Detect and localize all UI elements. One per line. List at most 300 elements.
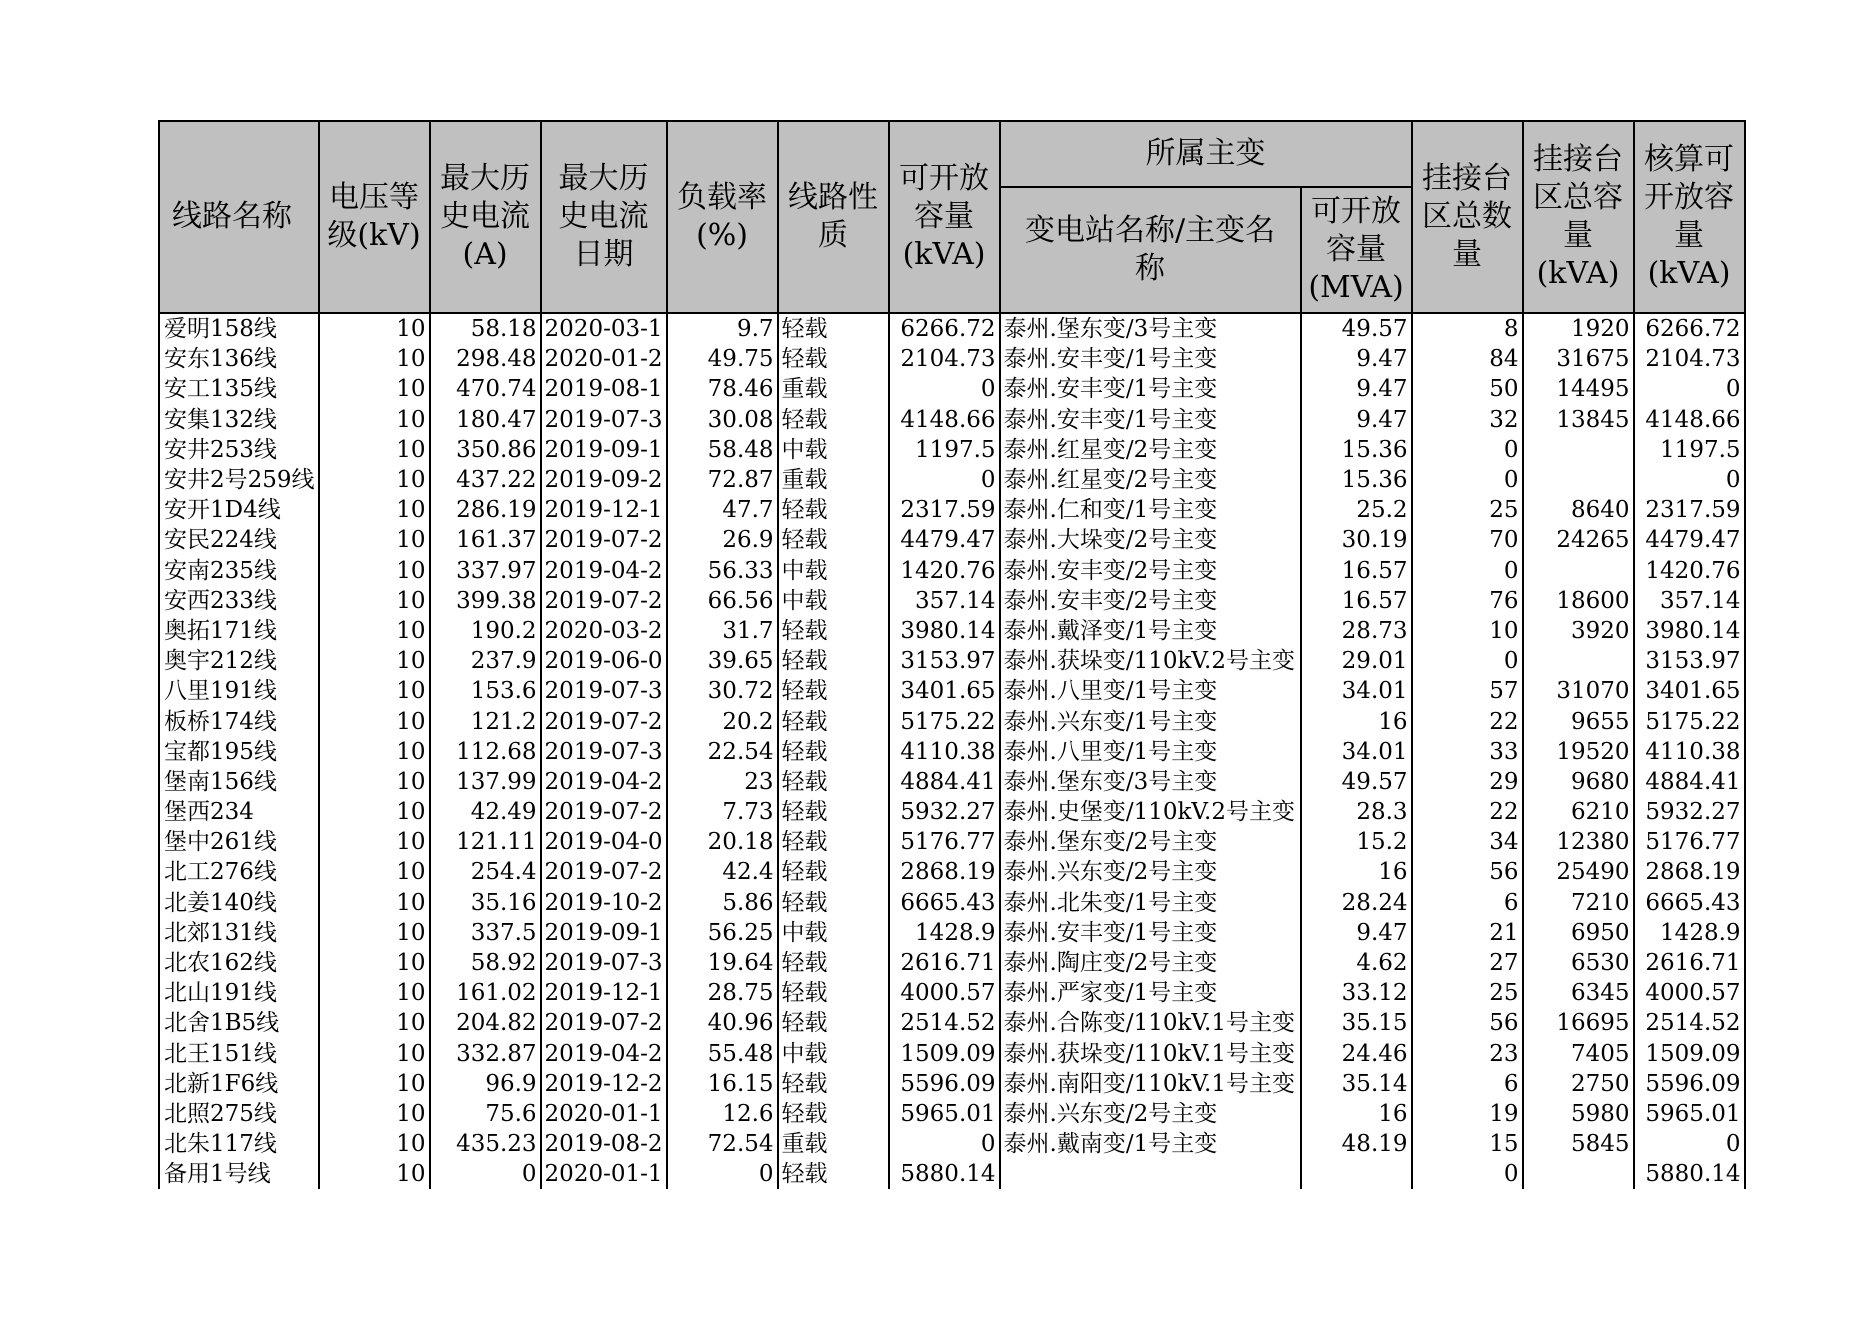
cell-voltage: 10 [319, 676, 430, 706]
cell-transformer-capacity: 35.15 [1301, 1008, 1412, 1038]
table-row [159, 1099, 1745, 1129]
cell-checked-capacity: 357.14 [1634, 586, 1745, 616]
cell-transformer-capacity: 35.14 [1301, 1069, 1412, 1099]
cell-substation-name: 泰州.获垛变/110kV.1号主变 [1000, 1039, 1301, 1069]
cell-district-count: 76 [1412, 586, 1523, 616]
cell-line-name: 安井2号259线 [159, 465, 319, 495]
cell-transformer-capacity: 49.57 [1301, 767, 1412, 797]
cell-district-count: 0 [1412, 435, 1523, 465]
cell-district-capacity: 7405 [1523, 1039, 1634, 1069]
cell-district-count: 0 [1412, 556, 1523, 586]
cell-max-current: 254.4 [430, 857, 541, 887]
table-row [159, 646, 1745, 676]
cell-transformer-capacity: 16 [1301, 857, 1412, 887]
cell-max-current: 286.19 [430, 495, 541, 525]
cell-transformer-capacity: 15.36 [1301, 435, 1412, 465]
cell-voltage: 10 [319, 313, 430, 344]
cell-district-count: 6 [1412, 888, 1523, 918]
table-row [159, 857, 1745, 887]
cell-district-capacity: 14495 [1523, 374, 1634, 404]
cell-district-count: 10 [1412, 616, 1523, 646]
cell-district-capacity: 6530 [1523, 948, 1634, 978]
cell-substation-name: 泰州.八里变/1号主变 [1000, 676, 1301, 706]
cell-substation-name: 泰州.安丰变/1号主变 [1000, 405, 1301, 435]
cell-max-current-date: 2020-03-1 [541, 313, 667, 344]
cell-line-nature: 轻载 [778, 495, 889, 525]
table-row [159, 1008, 1745, 1038]
table-row [159, 616, 1745, 646]
cell-open-capacity: 1197.5 [889, 435, 1000, 465]
cell-open-capacity: 3153.97 [889, 646, 1000, 676]
cell-line-nature: 中载 [778, 586, 889, 616]
cell-open-capacity: 4148.66 [889, 405, 1000, 435]
cell-open-capacity: 2317.59 [889, 495, 1000, 525]
cell-voltage: 10 [319, 918, 430, 948]
cell-load-rate: 19.64 [667, 948, 778, 978]
cell-max-current-date: 2019-08-2 [541, 1129, 667, 1159]
cell-checked-capacity: 2868.19 [1634, 857, 1745, 887]
cell-transformer-capacity: 25.2 [1301, 495, 1412, 525]
cell-district-capacity: 8640 [1523, 495, 1634, 525]
cell-transformer-capacity: 16.57 [1301, 556, 1412, 586]
cell-line-name: 安南235线 [159, 556, 319, 586]
cell-district-capacity: 13845 [1523, 405, 1634, 435]
cell-line-nature: 中载 [778, 556, 889, 586]
cell-transformer-capacity: 9.47 [1301, 918, 1412, 948]
cell-substation-name: 泰州.安丰变/1号主变 [1000, 918, 1301, 948]
cell-voltage: 10 [319, 978, 430, 1008]
cell-checked-capacity: 5175.22 [1634, 706, 1745, 736]
cell-load-rate: 55.48 [667, 1039, 778, 1069]
cell-line-name: 北王151线 [159, 1039, 319, 1069]
cell-district-capacity: 9680 [1523, 767, 1634, 797]
table-row [159, 978, 1745, 1008]
cell-line-nature: 轻载 [778, 1159, 889, 1189]
cell-checked-capacity: 4000.57 [1634, 978, 1745, 1008]
cell-open-capacity: 5965.01 [889, 1099, 1000, 1129]
cell-open-capacity: 2868.19 [889, 857, 1000, 887]
table-row [159, 827, 1745, 857]
cell-load-rate: 66.56 [667, 586, 778, 616]
cell-open-capacity: 5175.22 [889, 706, 1000, 736]
header-district-capacity: 挂接台 区总容 量 (kVA) [1523, 121, 1634, 313]
cell-max-current: 153.6 [430, 676, 541, 706]
cell-max-current: 75.6 [430, 1099, 541, 1129]
cell-voltage: 10 [319, 465, 430, 495]
cell-max-current-date: 2019-08-1 [541, 374, 667, 404]
table-row [159, 948, 1745, 978]
cell-open-capacity: 6266.72 [889, 313, 1000, 344]
cell-max-current-date: 2019-04-0 [541, 827, 667, 857]
table-header [159, 121, 1745, 313]
cell-line-nature: 中载 [778, 918, 889, 948]
cell-transformer-capacity: 4.62 [1301, 948, 1412, 978]
cell-district-count: 6 [1412, 1069, 1523, 1099]
cell-load-rate: 31.7 [667, 616, 778, 646]
cell-district-capacity [1523, 646, 1634, 676]
cell-substation-name: 泰州.戴泽变/1号主变 [1000, 616, 1301, 646]
cell-substation-name: 泰州.堡东变/3号主变 [1000, 767, 1301, 797]
cell-open-capacity: 5176.77 [889, 827, 1000, 857]
cell-open-capacity: 4479.47 [889, 525, 1000, 555]
cell-load-rate: 42.4 [667, 857, 778, 887]
table-row [159, 767, 1745, 797]
cell-open-capacity: 4110.38 [889, 737, 1000, 767]
cell-district-count: 15 [1412, 1129, 1523, 1159]
cell-district-count: 50 [1412, 374, 1523, 404]
cell-district-count: 29 [1412, 767, 1523, 797]
cell-open-capacity: 1420.76 [889, 556, 1000, 586]
cell-line-nature: 轻载 [778, 313, 889, 344]
cell-substation-name: 泰州.严家变/1号主变 [1000, 978, 1301, 1008]
cell-checked-capacity: 2104.73 [1634, 344, 1745, 374]
cell-max-current: 180.47 [430, 405, 541, 435]
cell-max-current-date: 2019-06-0 [541, 646, 667, 676]
cell-district-count: 0 [1412, 646, 1523, 676]
cell-max-current-date: 2019-07-3 [541, 676, 667, 706]
table-row [159, 1159, 1745, 1189]
cell-district-count: 56 [1412, 1008, 1523, 1038]
cell-open-capacity: 0 [889, 1129, 1000, 1159]
cell-max-current-date: 2019-10-2 [541, 888, 667, 918]
cell-transformer-capacity: 49.57 [1301, 313, 1412, 344]
cell-substation-name: 泰州.北朱变/1号主变 [1000, 888, 1301, 918]
cell-line-name: 宝都195线 [159, 737, 319, 767]
cell-load-rate: 26.9 [667, 525, 778, 555]
cell-max-current: 121.2 [430, 706, 541, 736]
cell-district-count: 23 [1412, 1039, 1523, 1069]
header-voltage: 电压等 级(kV) [319, 121, 430, 313]
cell-district-count: 57 [1412, 676, 1523, 706]
cell-max-current-date: 2019-07-2 [541, 857, 667, 887]
cell-line-name: 北姜140线 [159, 888, 319, 918]
cell-open-capacity: 4000.57 [889, 978, 1000, 1008]
cell-open-capacity: 2616.71 [889, 948, 1000, 978]
cell-checked-capacity: 6665.43 [1634, 888, 1745, 918]
cell-line-name: 堡西234 [159, 797, 319, 827]
cell-substation-name: 泰州.堡东变/3号主变 [1000, 313, 1301, 344]
cell-line-nature: 轻载 [778, 857, 889, 887]
cell-line-nature: 轻载 [778, 827, 889, 857]
cell-checked-capacity: 3401.65 [1634, 676, 1745, 706]
cell-checked-capacity: 4148.66 [1634, 405, 1745, 435]
cell-line-name: 板桥174线 [159, 706, 319, 736]
cell-load-rate: 22.54 [667, 737, 778, 767]
cell-transformer-capacity: 29.01 [1301, 646, 1412, 676]
cell-transformer-capacity: 28.3 [1301, 797, 1412, 827]
cell-line-name: 奥拓171线 [159, 616, 319, 646]
cell-district-count: 27 [1412, 948, 1523, 978]
table-row [159, 374, 1745, 404]
cell-line-name: 北郊131线 [159, 918, 319, 948]
cell-load-rate: 23 [667, 767, 778, 797]
cell-max-current: 58.18 [430, 313, 541, 344]
cell-district-count: 33 [1412, 737, 1523, 767]
cell-district-capacity: 6210 [1523, 797, 1634, 827]
cell-transformer-capacity: 30.19 [1301, 525, 1412, 555]
cell-max-current-date: 2019-07-3 [541, 405, 667, 435]
cell-line-nature: 轻载 [778, 737, 889, 767]
cell-checked-capacity: 4479.47 [1634, 525, 1745, 555]
cell-load-rate: 12.6 [667, 1099, 778, 1129]
cell-max-current: 332.87 [430, 1039, 541, 1069]
cell-line-name: 北朱117线 [159, 1129, 319, 1159]
cell-substation-name: 泰州.兴东变/2号主变 [1000, 857, 1301, 887]
cell-load-rate: 72.87 [667, 465, 778, 495]
cell-substation-name: 泰州.获垛变/110kV.2号主变 [1000, 646, 1301, 676]
cell-checked-capacity: 5965.01 [1634, 1099, 1745, 1129]
cell-open-capacity: 5932.27 [889, 797, 1000, 827]
cell-transformer-capacity: 9.47 [1301, 405, 1412, 435]
cell-substation-name: 泰州.合陈变/110kV.1号主变 [1000, 1008, 1301, 1038]
cell-substation-name: 泰州.堡东变/2号主变 [1000, 827, 1301, 857]
cell-district-capacity: 6950 [1523, 918, 1634, 948]
cell-line-name: 北工276线 [159, 857, 319, 887]
cell-transformer-capacity: 34.01 [1301, 676, 1412, 706]
cell-max-current: 35.16 [430, 888, 541, 918]
cell-max-current: 298.48 [430, 344, 541, 374]
cell-line-nature: 中载 [778, 1039, 889, 1069]
cell-line-name: 安西233线 [159, 586, 319, 616]
cell-max-current: 112.68 [430, 737, 541, 767]
cell-district-count: 56 [1412, 857, 1523, 887]
cell-district-capacity: 5980 [1523, 1099, 1634, 1129]
header-load-rate: 负载率 (%) [667, 121, 778, 313]
cell-district-capacity [1523, 465, 1634, 495]
cell-line-nature: 轻载 [778, 948, 889, 978]
cell-max-current: 237.9 [430, 646, 541, 676]
cell-checked-capacity: 5880.14 [1634, 1159, 1745, 1189]
table-row [159, 797, 1745, 827]
cell-max-current: 350.86 [430, 435, 541, 465]
cell-max-current-date: 2019-07-2 [541, 525, 667, 555]
cell-district-count: 22 [1412, 706, 1523, 736]
cell-max-current: 58.92 [430, 948, 541, 978]
cell-max-current: 96.9 [430, 1069, 541, 1099]
cell-substation-name [1000, 1159, 1301, 1189]
cell-voltage: 10 [319, 525, 430, 555]
cell-district-count: 70 [1412, 525, 1523, 555]
table-row [159, 737, 1745, 767]
cell-transformer-capacity [1301, 1159, 1412, 1189]
cell-checked-capacity: 5176.77 [1634, 827, 1745, 857]
cell-load-rate: 28.75 [667, 978, 778, 1008]
cell-line-name: 备用1号线 [159, 1159, 319, 1189]
cell-line-nature: 轻载 [778, 676, 889, 706]
cell-district-count: 34 [1412, 827, 1523, 857]
cell-substation-name: 泰州.安丰变/1号主变 [1000, 374, 1301, 404]
cell-open-capacity: 0 [889, 465, 1000, 495]
cell-max-current-date: 2019-04-2 [541, 767, 667, 797]
cell-voltage: 10 [319, 1069, 430, 1099]
cell-line-nature: 轻载 [778, 616, 889, 646]
cell-substation-name: 泰州.仁和变/1号主变 [1000, 495, 1301, 525]
cell-open-capacity: 3980.14 [889, 616, 1000, 646]
cell-transformer-capacity: 16.57 [1301, 586, 1412, 616]
cell-line-name: 北农162线 [159, 948, 319, 978]
cell-line-nature: 重载 [778, 374, 889, 404]
cell-substation-name: 泰州.史堡变/110kV.2号主变 [1000, 797, 1301, 827]
cell-line-nature: 轻载 [778, 706, 889, 736]
cell-max-current: 437.22 [430, 465, 541, 495]
cell-voltage: 10 [319, 1039, 430, 1069]
cell-district-capacity: 1920 [1523, 313, 1634, 344]
table-row [159, 1129, 1745, 1159]
cell-voltage: 10 [319, 1099, 430, 1129]
cell-max-current-date: 2020-01-1 [541, 1159, 667, 1189]
cell-substation-name: 泰州.安丰变/1号主变 [1000, 344, 1301, 374]
cell-line-name: 安集132线 [159, 405, 319, 435]
table-row [159, 556, 1745, 586]
header-max-current-date: 最大历 史电流 日期 [541, 121, 667, 313]
cell-load-rate: 20.2 [667, 706, 778, 736]
cell-max-current-date: 2020-01-1 [541, 1099, 667, 1129]
cell-substation-name: 泰州.陶庄变/2号主变 [1000, 948, 1301, 978]
cell-load-rate: 7.73 [667, 797, 778, 827]
cell-transformer-capacity: 28.24 [1301, 888, 1412, 918]
cell-voltage: 10 [319, 767, 430, 797]
cell-district-capacity: 31675 [1523, 344, 1634, 374]
cell-district-count: 0 [1412, 465, 1523, 495]
cell-voltage: 10 [319, 646, 430, 676]
cell-open-capacity: 6665.43 [889, 888, 1000, 918]
cell-substation-name: 泰州.兴东变/2号主变 [1000, 1099, 1301, 1129]
cell-district-capacity [1523, 435, 1634, 465]
cell-voltage: 10 [319, 616, 430, 646]
cell-max-current-date: 2020-01-2 [541, 344, 667, 374]
cell-load-rate: 30.08 [667, 405, 778, 435]
table-row [159, 706, 1745, 736]
cell-line-nature: 轻载 [778, 525, 889, 555]
header-substation-name: 变电站名称/主变名 称 [1000, 187, 1301, 313]
cell-line-nature: 轻载 [778, 1099, 889, 1129]
cell-max-current: 337.97 [430, 556, 541, 586]
cell-open-capacity: 2104.73 [889, 344, 1000, 374]
cell-checked-capacity: 2616.71 [1634, 948, 1745, 978]
table-row [159, 435, 1745, 465]
cell-line-name: 堡南156线 [159, 767, 319, 797]
cell-max-current: 137.99 [430, 767, 541, 797]
cell-voltage: 10 [319, 586, 430, 616]
cell-open-capacity: 357.14 [889, 586, 1000, 616]
cell-voltage: 10 [319, 1129, 430, 1159]
table-row [159, 586, 1745, 616]
cell-transformer-capacity: 48.19 [1301, 1129, 1412, 1159]
cell-substation-name: 泰州.红星变/2号主变 [1000, 465, 1301, 495]
table-row [159, 1039, 1745, 1069]
cell-line-name: 八里191线 [159, 676, 319, 706]
cell-max-current: 161.02 [430, 978, 541, 1008]
cell-substation-name: 泰州.兴东变/1号主变 [1000, 706, 1301, 736]
table-row [159, 676, 1745, 706]
cell-voltage: 10 [319, 797, 430, 827]
cell-transformer-capacity: 24.46 [1301, 1039, 1412, 1069]
cell-open-capacity: 0 [889, 374, 1000, 404]
cell-voltage: 10 [319, 1159, 430, 1189]
cell-line-name: 北山191线 [159, 978, 319, 1008]
cell-district-capacity: 16695 [1523, 1008, 1634, 1038]
cell-load-rate: 30.72 [667, 676, 778, 706]
cell-checked-capacity: 3153.97 [1634, 646, 1745, 676]
cell-checked-capacity: 5932.27 [1634, 797, 1745, 827]
table-row [159, 525, 1745, 555]
cell-line-name: 安民224线 [159, 525, 319, 555]
table-body [159, 313, 1745, 1189]
cell-district-count: 84 [1412, 344, 1523, 374]
cell-checked-capacity: 0 [1634, 374, 1745, 404]
cell-load-rate: 56.25 [667, 918, 778, 948]
cell-checked-capacity: 6266.72 [1634, 313, 1745, 344]
cell-max-current: 470.74 [430, 374, 541, 404]
cell-checked-capacity: 1420.76 [1634, 556, 1745, 586]
header-line-nature: 线路性 质 [778, 121, 889, 313]
cell-voltage: 10 [319, 827, 430, 857]
cell-district-capacity: 7210 [1523, 888, 1634, 918]
cell-transformer-capacity: 15.36 [1301, 465, 1412, 495]
cell-max-current: 0 [430, 1159, 541, 1189]
cell-open-capacity: 1428.9 [889, 918, 1000, 948]
cell-checked-capacity: 1428.9 [1634, 918, 1745, 948]
cell-checked-capacity: 1509.09 [1634, 1039, 1745, 1069]
cell-substation-name: 泰州.安丰变/2号主变 [1000, 586, 1301, 616]
table-row [159, 1069, 1745, 1099]
cell-district-capacity: 18600 [1523, 586, 1634, 616]
cell-voltage: 10 [319, 435, 430, 465]
cell-max-current-date: 2019-07-2 [541, 797, 667, 827]
cell-max-current-date: 2019-09-1 [541, 918, 667, 948]
cell-line-name: 爱明158线 [159, 313, 319, 344]
cell-max-current-date: 2019-07-2 [541, 586, 667, 616]
cell-substation-name: 泰州.红星变/2号主变 [1000, 435, 1301, 465]
cell-line-nature: 轻载 [778, 405, 889, 435]
cell-district-capacity [1523, 556, 1634, 586]
cell-district-capacity: 31070 [1523, 676, 1634, 706]
cell-transformer-capacity: 9.47 [1301, 344, 1412, 374]
cell-district-capacity: 19520 [1523, 737, 1634, 767]
cell-open-capacity: 2514.52 [889, 1008, 1000, 1038]
cell-max-current-date: 2019-07-3 [541, 737, 667, 767]
cell-district-capacity: 24265 [1523, 525, 1634, 555]
cell-substation-name: 泰州.八里变/1号主变 [1000, 737, 1301, 767]
cell-load-rate: 78.46 [667, 374, 778, 404]
cell-max-current-date: 2019-07-2 [541, 1008, 667, 1038]
cell-line-name: 安工135线 [159, 374, 319, 404]
cell-district-count: 0 [1412, 1159, 1523, 1189]
cell-max-current-date: 2019-04-2 [541, 556, 667, 586]
cell-load-rate: 20.18 [667, 827, 778, 857]
cell-checked-capacity: 4110.38 [1634, 737, 1745, 767]
cell-district-capacity [1523, 1159, 1634, 1189]
cell-line-name: 安井253线 [159, 435, 319, 465]
cell-line-name: 奥宇212线 [159, 646, 319, 676]
cell-line-nature: 重载 [778, 1129, 889, 1159]
cell-max-current: 399.38 [430, 586, 541, 616]
table-row [159, 495, 1745, 525]
cell-open-capacity: 3401.65 [889, 676, 1000, 706]
cell-max-current: 42.49 [430, 797, 541, 827]
cell-open-capacity: 1509.09 [889, 1039, 1000, 1069]
cell-checked-capacity: 3980.14 [1634, 616, 1745, 646]
line-capacity-table [158, 120, 1746, 1189]
cell-substation-name: 泰州.南阳变/110kV.1号主变 [1000, 1069, 1301, 1099]
cell-district-count: 8 [1412, 313, 1523, 344]
header-main-transformer-group: 所属主变 [1000, 121, 1412, 187]
table-row [159, 405, 1745, 435]
cell-transformer-capacity: 28.73 [1301, 616, 1412, 646]
cell-open-capacity: 4884.41 [889, 767, 1000, 797]
table-row [159, 344, 1745, 374]
cell-voltage: 10 [319, 374, 430, 404]
